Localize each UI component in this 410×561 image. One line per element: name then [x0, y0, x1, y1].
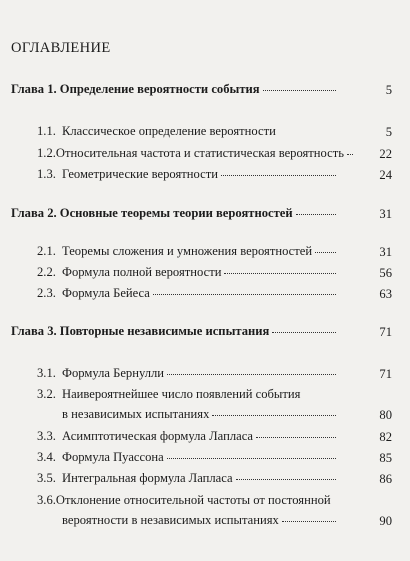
- chapter-1-page: 5: [385, 83, 392, 97]
- chapter-2-entry: [11, 206, 337, 221]
- section-1-1-page: 5: [385, 125, 392, 139]
- section-number: 2.3.: [37, 286, 56, 300]
- section-title: Классическое определение вероятности: [62, 124, 276, 138]
- section-title: Теоремы сложения и умножения вероятностей: [62, 244, 313, 258]
- section-3-2-continuation: [62, 407, 337, 422]
- dot-leader: [153, 294, 336, 295]
- dot-leader: [272, 332, 336, 333]
- section-1-2-page: 22: [379, 147, 392, 161]
- section-3-1-entry: [37, 366, 337, 381]
- section-2-2-page: 56: [379, 266, 392, 280]
- section-title: Интегральная формула Лапласа: [62, 471, 233, 485]
- section-title: Формула Бернулли: [62, 366, 164, 380]
- section-3-4-page: 85: [379, 451, 392, 465]
- section-title-continued: вероятности в независимых испытаниях: [62, 513, 279, 527]
- dot-leader: [221, 175, 336, 176]
- section-3-6-continuation: [62, 513, 337, 528]
- section-1-3-entry: [37, 167, 337, 182]
- section-3-6-entry: [37, 493, 337, 508]
- section-number: 1.1.: [37, 124, 56, 138]
- section-title: Асимптотическая формула Лапласа: [62, 429, 254, 443]
- dot-leader: [167, 458, 336, 459]
- section-3-1-page: 71: [379, 367, 392, 381]
- section-title: Наивероятнейшее число появлений события: [62, 387, 301, 401]
- section-title: Геометрические вероятности: [62, 167, 218, 181]
- section-title: Формула Бейеса: [62, 286, 150, 300]
- toc-heading: ОГЛАВЛЕНИЕ: [11, 40, 111, 56]
- section-number: 3.5.: [37, 471, 56, 485]
- section-3-5-page: 86: [379, 472, 392, 486]
- section-2-1-page: 31: [379, 245, 392, 259]
- dot-leader: [282, 521, 336, 522]
- chapter-1-entry: [11, 82, 337, 97]
- section-2-2-entry: [37, 265, 337, 280]
- section-number: 1.2.: [37, 146, 56, 160]
- chapter-3-entry: [11, 324, 337, 339]
- section-3-4-entry: [37, 450, 337, 465]
- dot-leader: [236, 479, 336, 480]
- section-number: 3.4.: [37, 450, 56, 464]
- section-1-2-entry: [37, 146, 344, 161]
- section-number: 2.1.: [37, 244, 56, 258]
- section-number: 3.6.: [37, 493, 56, 507]
- section-3-2-entry: [37, 387, 337, 402]
- chapter-3-label: Глава 3. Повторные независимые испытания: [11, 324, 270, 338]
- section-number: 3.3.: [37, 429, 56, 443]
- section-3-5-entry: [37, 471, 337, 486]
- section-3-3-page: 82: [379, 430, 392, 444]
- section-title: Отклонение относительной частоты от постоянной: [55, 493, 331, 507]
- section-number: 3.1.: [37, 366, 56, 380]
- section-2-3-page: 63: [379, 287, 392, 301]
- section-title: Формула Пуассона: [62, 450, 164, 464]
- section-1-3-page: 24: [379, 168, 392, 182]
- section-title-continued: в независимых испытаниях: [62, 407, 210, 421]
- dot-leader: [167, 374, 336, 375]
- dot-leader: [296, 214, 336, 215]
- chapter-2-page: 31: [379, 207, 392, 221]
- chapter-1-label: Глава 1. Определение вероятности события: [11, 82, 260, 96]
- dot-leader: [263, 90, 336, 91]
- section-title: Относительная частота и статистическая вероятность: [55, 146, 344, 160]
- dot-leader: [224, 273, 336, 274]
- dot-leader: [212, 415, 336, 416]
- section-title: Формула полной вероятности: [62, 265, 222, 279]
- section-3-6-page: 90: [379, 514, 392, 528]
- section-2-1-entry: [37, 244, 337, 259]
- section-3-3-entry: [37, 429, 337, 444]
- section-2-3-entry: [37, 286, 337, 301]
- chapter-2-label: Глава 2. Основные теоремы теории вероятностей: [11, 206, 293, 220]
- section-number: 1.3.: [37, 167, 56, 181]
- section-number: 3.2.: [37, 387, 56, 401]
- section-3-2-page: 80: [379, 408, 392, 422]
- section-1-1-entry: [37, 124, 337, 139]
- dot-leader: [256, 437, 336, 438]
- chapter-3-page: 71: [379, 325, 392, 339]
- dot-leader: [315, 252, 336, 253]
- section-number: 2.2.: [37, 265, 56, 279]
